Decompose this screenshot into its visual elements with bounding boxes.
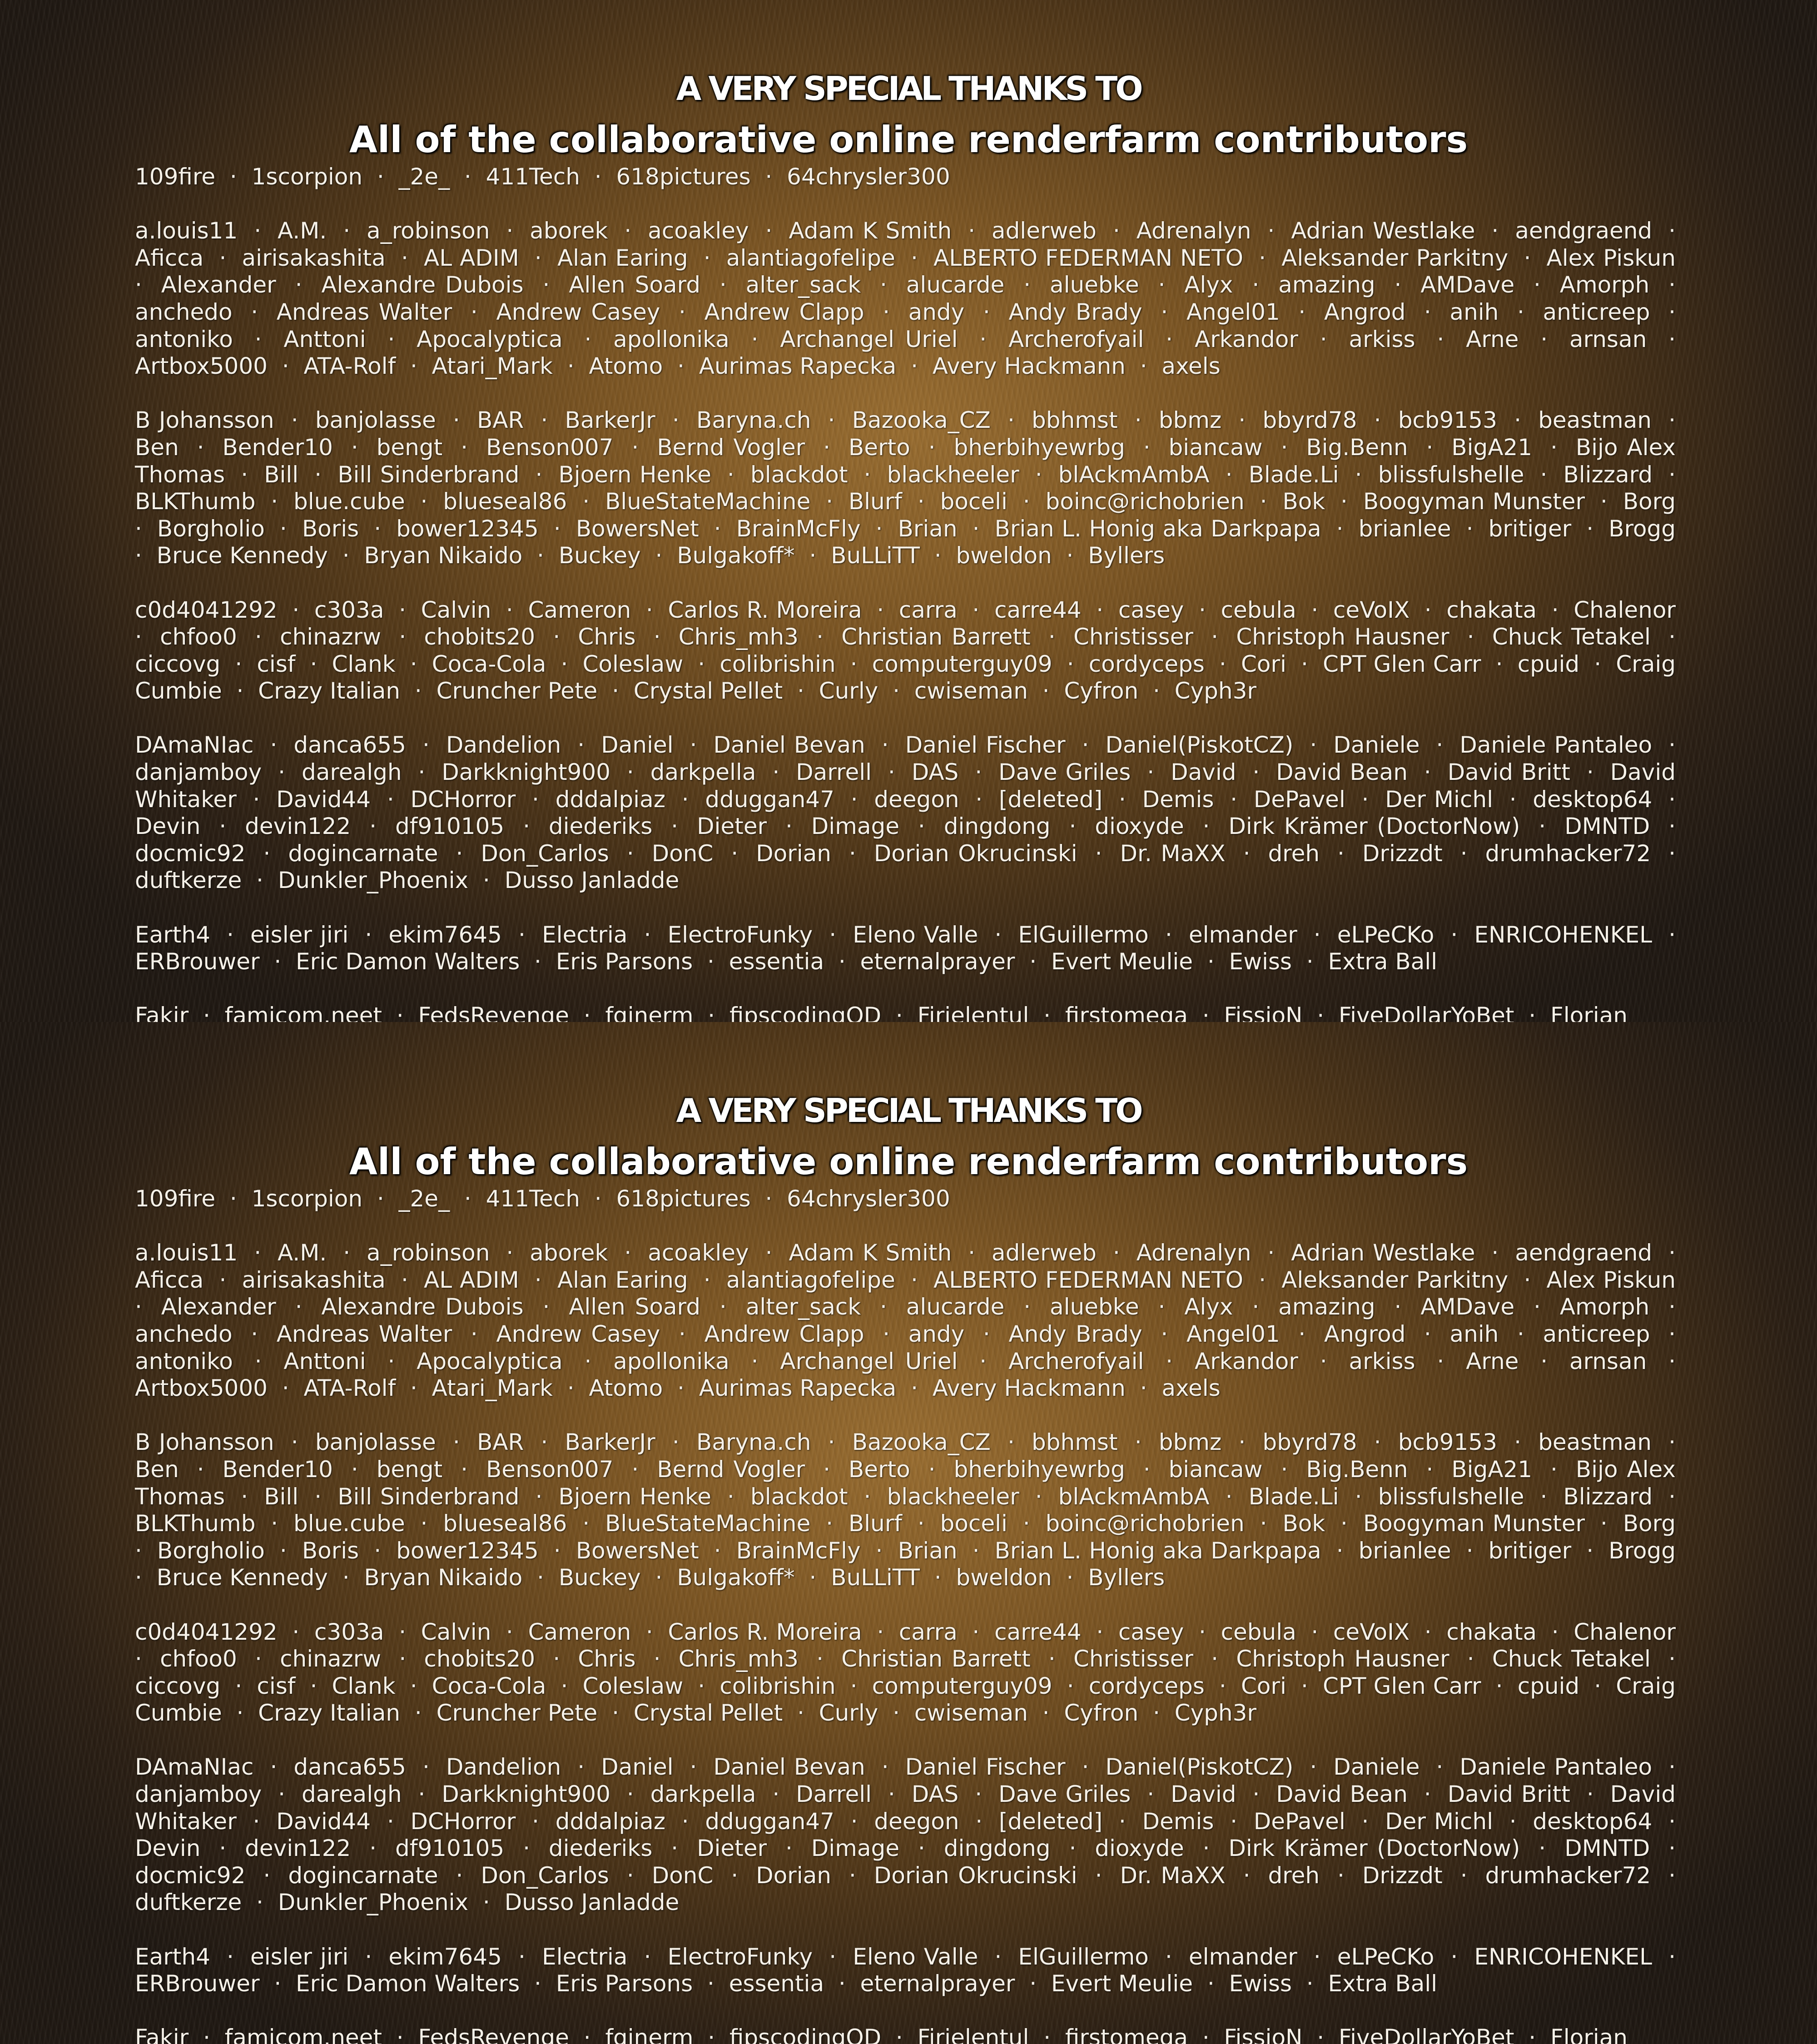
credits-heading: A VERY SPECIAL THANKS TO	[0, 1090, 1817, 1131]
contributor-group-digits: 109fire · 1scorpion · _2e_ · 411Tech · 618pictures · 64chrysler300	[135, 1186, 1676, 1213]
contributor-group-e: Earth4 · eisler jiri · ekim7645 · Electria · ElectroFunky · Eleno Valle · ElGuillermo · elmander · eLPeCKo · ENRICOHENKEL · ERBrouwer · Eric Damon Walters · Eris Parsons · essentia · eternalprayer · Evert Meulie · Ewiss · Extra Ball	[135, 1944, 1676, 1998]
contributor-group-f: Fakir · famicom.neet · FedsRevenge · fginerm · fipscodingOD · Firielentul · firstomega · FissioN · FiveDollarYoBet · Florian	[135, 1002, 1676, 1022]
contributor-group-f: Fakir · famicom.neet · FedsRevenge · fginerm · fipscodingOD · Firielentul · firstomega · FissioN · FiveDollarYoBet · Florian	[135, 2024, 1676, 2044]
contributor-group-digits: 109fire · 1scorpion · _2e_ · 411Tech · 618pictures · 64chrysler300	[135, 164, 1676, 191]
credits-subheading: All of the collaborative online renderfarm contributors	[0, 117, 1817, 163]
contributor-group-d: DAmaNIac · danca655 · Dandelion · Daniel · Daniel Bevan · Daniel Fischer · Daniel(PiskotCZ) · Daniele · Daniele Pantaleo · danjamboy · darealgh · Darkknight900 · darkpella · Darrell · DAS · Dave Griles · David · David Bean · David Britt · David Whitaker · David44 · DCHorror · dddalpiaz · dduggan47 · deegon · [deleted] · Demis · DePavel · Der Michl · desktop64 · Devin · devin122 · df910105 · diederiks · Dieter · Dimage · dingdong · dioxyde · Dirk Krämer (DoctorNow) · DMNTD · docmic92 · dogincarnate · Don_Carlos · DonC · Dorian · Dorian Okrucinski · Dr. MaXX · dreh · Drizzdt · drumhacker72 · duftkerze · Dunkler_Phoenix · Dusso Janladde	[135, 732, 1676, 894]
contributor-group-a: a.louis11 · A.M. · a_robinson · aborek · acoakley · Adam K Smith · adlerweb · Adrenalyn · Adrian Westlake · aendgraend · Aficca · airisakashita · AL ADIM · Alan Earing · alantiagofelipe · ALBERTO FEDERMAN NETO · Aleksander Parkitny · Alex Piskun · Alexander · Alexandre Dubois · Allen Soard · alter_sack · alucarde · aluebke · Alyx · amazing · AMDave · Amorph · anchedo · Andreas Walter · Andrew Casey · Andrew Clapp · andy · Andy Brady · Angel01 · Angrod · anih · anticreep · antoniko · Anttoni · Apocalyptica · apollonika · Archangel Uriel · Archerofyail · Arkandor · arkiss · Arne · arnsan · Artbox5000 · ATA-Rolf · Atari_Mark · Atomo · Aurimas Rapecka · Avery Hackmann · axels	[135, 1240, 1676, 1402]
contributor-group-c: c0d4041292 · c303a · Calvin · Cameron · Carlos R. Moreira · carra · carre44 · casey · cebula · ceVoIX · chakata · Chalenor · chfoo0 · chinazrw · chobits20 · Chris · Chris_mh3 · Christian Barrett · Christisser · Christoph Hausner · Chuck Tetakel · ciccovg · cisf · Clank · Coca-Cola · Coleslaw · colibrishin · computerguy09 · cordyceps · Cori · CPT Glen Carr · cpuid · Craig Cumbie · Crazy Italian · Cruncher Pete · Crystal Pellet · Curly · cwiseman · Cyfron · Cyph3r	[135, 1619, 1676, 1727]
contributor-group-d: DAmaNIac · danca655 · Dandelion · Daniel · Daniel Bevan · Daniel Fischer · Daniel(PiskotCZ) · Daniele · Daniele Pantaleo · danjamboy · darealgh · Darkknight900 · darkpella · Darrell · DAS · Dave Griles · David · David Bean · David Britt · David Whitaker · David44 · DCHorror · dddalpiaz · dduggan47 · deegon · [deleted] · Demis · DePavel · Der Michl · desktop64 · Devin · devin122 · df910105 · diederiks · Dieter · Dimage · dingdong · dioxyde · Dirk Krämer (DoctorNow) · DMNTD · docmic92 · dogincarnate · Don_Carlos · DonC · Dorian · Dorian Okrucinski · Dr. MaXX · dreh · Drizzdt · drumhacker72 · duftkerze · Dunkler_Phoenix · Dusso Janladde	[135, 1754, 1676, 1916]
contributor-group-c: c0d4041292 · c303a · Calvin · Cameron · Carlos R. Moreira · carra · carre44 · casey · cebula · ceVoIX · chakata · Chalenor · chfoo0 · chinazrw · chobits20 · Chris · Chris_mh3 · Christian Barrett · Christisser · Christoph Hausner · Chuck Tetakel · ciccovg · cisf · Clank · Coca-Cola · Coleslaw · colibrishin · computerguy09 · cordyceps · Cori · CPT Glen Carr · cpuid · Craig Cumbie · Crazy Italian · Cruncher Pete · Crystal Pellet · Curly · cwiseman · Cyfron · Cyph3r	[135, 597, 1676, 705]
contributor-group-e: Earth4 · eisler jiri · ekim7645 · Electria · ElectroFunky · Eleno Valle · ElGuillermo · elmander · eLPeCKo · ENRICOHENKEL · ERBrouwer · Eric Damon Walters · Eris Parsons · essentia · eternalprayer · Evert Meulie · Ewiss · Extra Ball	[135, 922, 1676, 976]
contributor-group-b: B Johansson · banjolasse · BAR · BarkerJr · Baryna.ch · Bazooka_CZ · bbhmst · bbmz · bbyrd78 · bcb9153 · beastman · Ben · Bender10 · bengt · Benson007 · Bernd Vogler · Berto · bherbihyewrbg · biancaw · Big.Benn · BigA21 · Bijo Alex Thomas · Bill · Bill Sinderbrand · Bjoern Henke · blackdot · blackheeler · blAckmAmbA · Blade.Li · blissfulshelle · Blizzard · BLKThumb · blue.cube · blueseal86 · BlueStateMachine · Blurf · boceli · boinc@richobrien · Bok · Boogyman Munster · Borg · Borgholio · Boris · bower12345 · BowersNet · BrainMcFly · Brian · Brian L. Honig aka Darkpapa · brianlee · britiger · Brogg · Bruce Kennedy · Bryan Nikaido · Buckey · Bulgakoff* · BuLLiTT · bweldon · Byllers	[135, 407, 1676, 570]
contributor-group-b: B Johansson · banjolasse · BAR · BarkerJr · Baryna.ch · Bazooka_CZ · bbhmst · bbmz · bbyrd78 · bcb9153 · beastman · Ben · Bender10 · bengt · Benson007 · Bernd Vogler · Berto · bherbihyewrbg · biancaw · Big.Benn · BigA21 · Bijo Alex Thomas · Bill · Bill Sinderbrand · Bjoern Henke · blackdot · blackheeler · blAckmAmbA · Blade.Li · blissfulshelle · Blizzard · BLKThumb · blue.cube · blueseal86 · BlueStateMachine · Blurf · boceli · boinc@richobrien · Bok · Boogyman Munster · Borg · Borgholio · Boris · bower12345 · BowersNet · BrainMcFly · Brian · Brian L. Honig aka Darkpapa · brianlee · britiger · Brogg · Bruce Kennedy · Bryan Nikaido · Buckey · Bulgakoff* · BuLLiTT · bweldon · Byllers	[135, 1429, 1676, 1592]
contributor-group-a: a.louis11 · A.M. · a_robinson · aborek · acoakley · Adam K Smith · adlerweb · Adrenalyn · Adrian Westlake · aendgraend · Aficca · airisakashita · AL ADIM · Alan Earing · alantiagofelipe · ALBERTO FEDERMAN NETO · Aleksander Parkitny · Alex Piskun · Alexander · Alexandre Dubois · Allen Soard · alter_sack · alucarde · aluebke · Alyx · amazing · AMDave · Amorph · anchedo · Andreas Walter · Andrew Casey · Andrew Clapp · andy · Andy Brady · Angel01 · Angrod · anih · anticreep · antoniko · Anttoni · Apocalyptica · apollonika · Archangel Uriel · Archerofyail · Arkandor · arkiss · Arne · arnsan · Artbox5000 · ATA-Rolf · Atari_Mark · Atomo · Aurimas Rapecka · Avery Hackmann · axels	[135, 218, 1676, 380]
credits-subheading: All of the collaborative online renderfarm contributors	[0, 1139, 1817, 1185]
credits-heading: A VERY SPECIAL THANKS TO	[0, 68, 1817, 109]
